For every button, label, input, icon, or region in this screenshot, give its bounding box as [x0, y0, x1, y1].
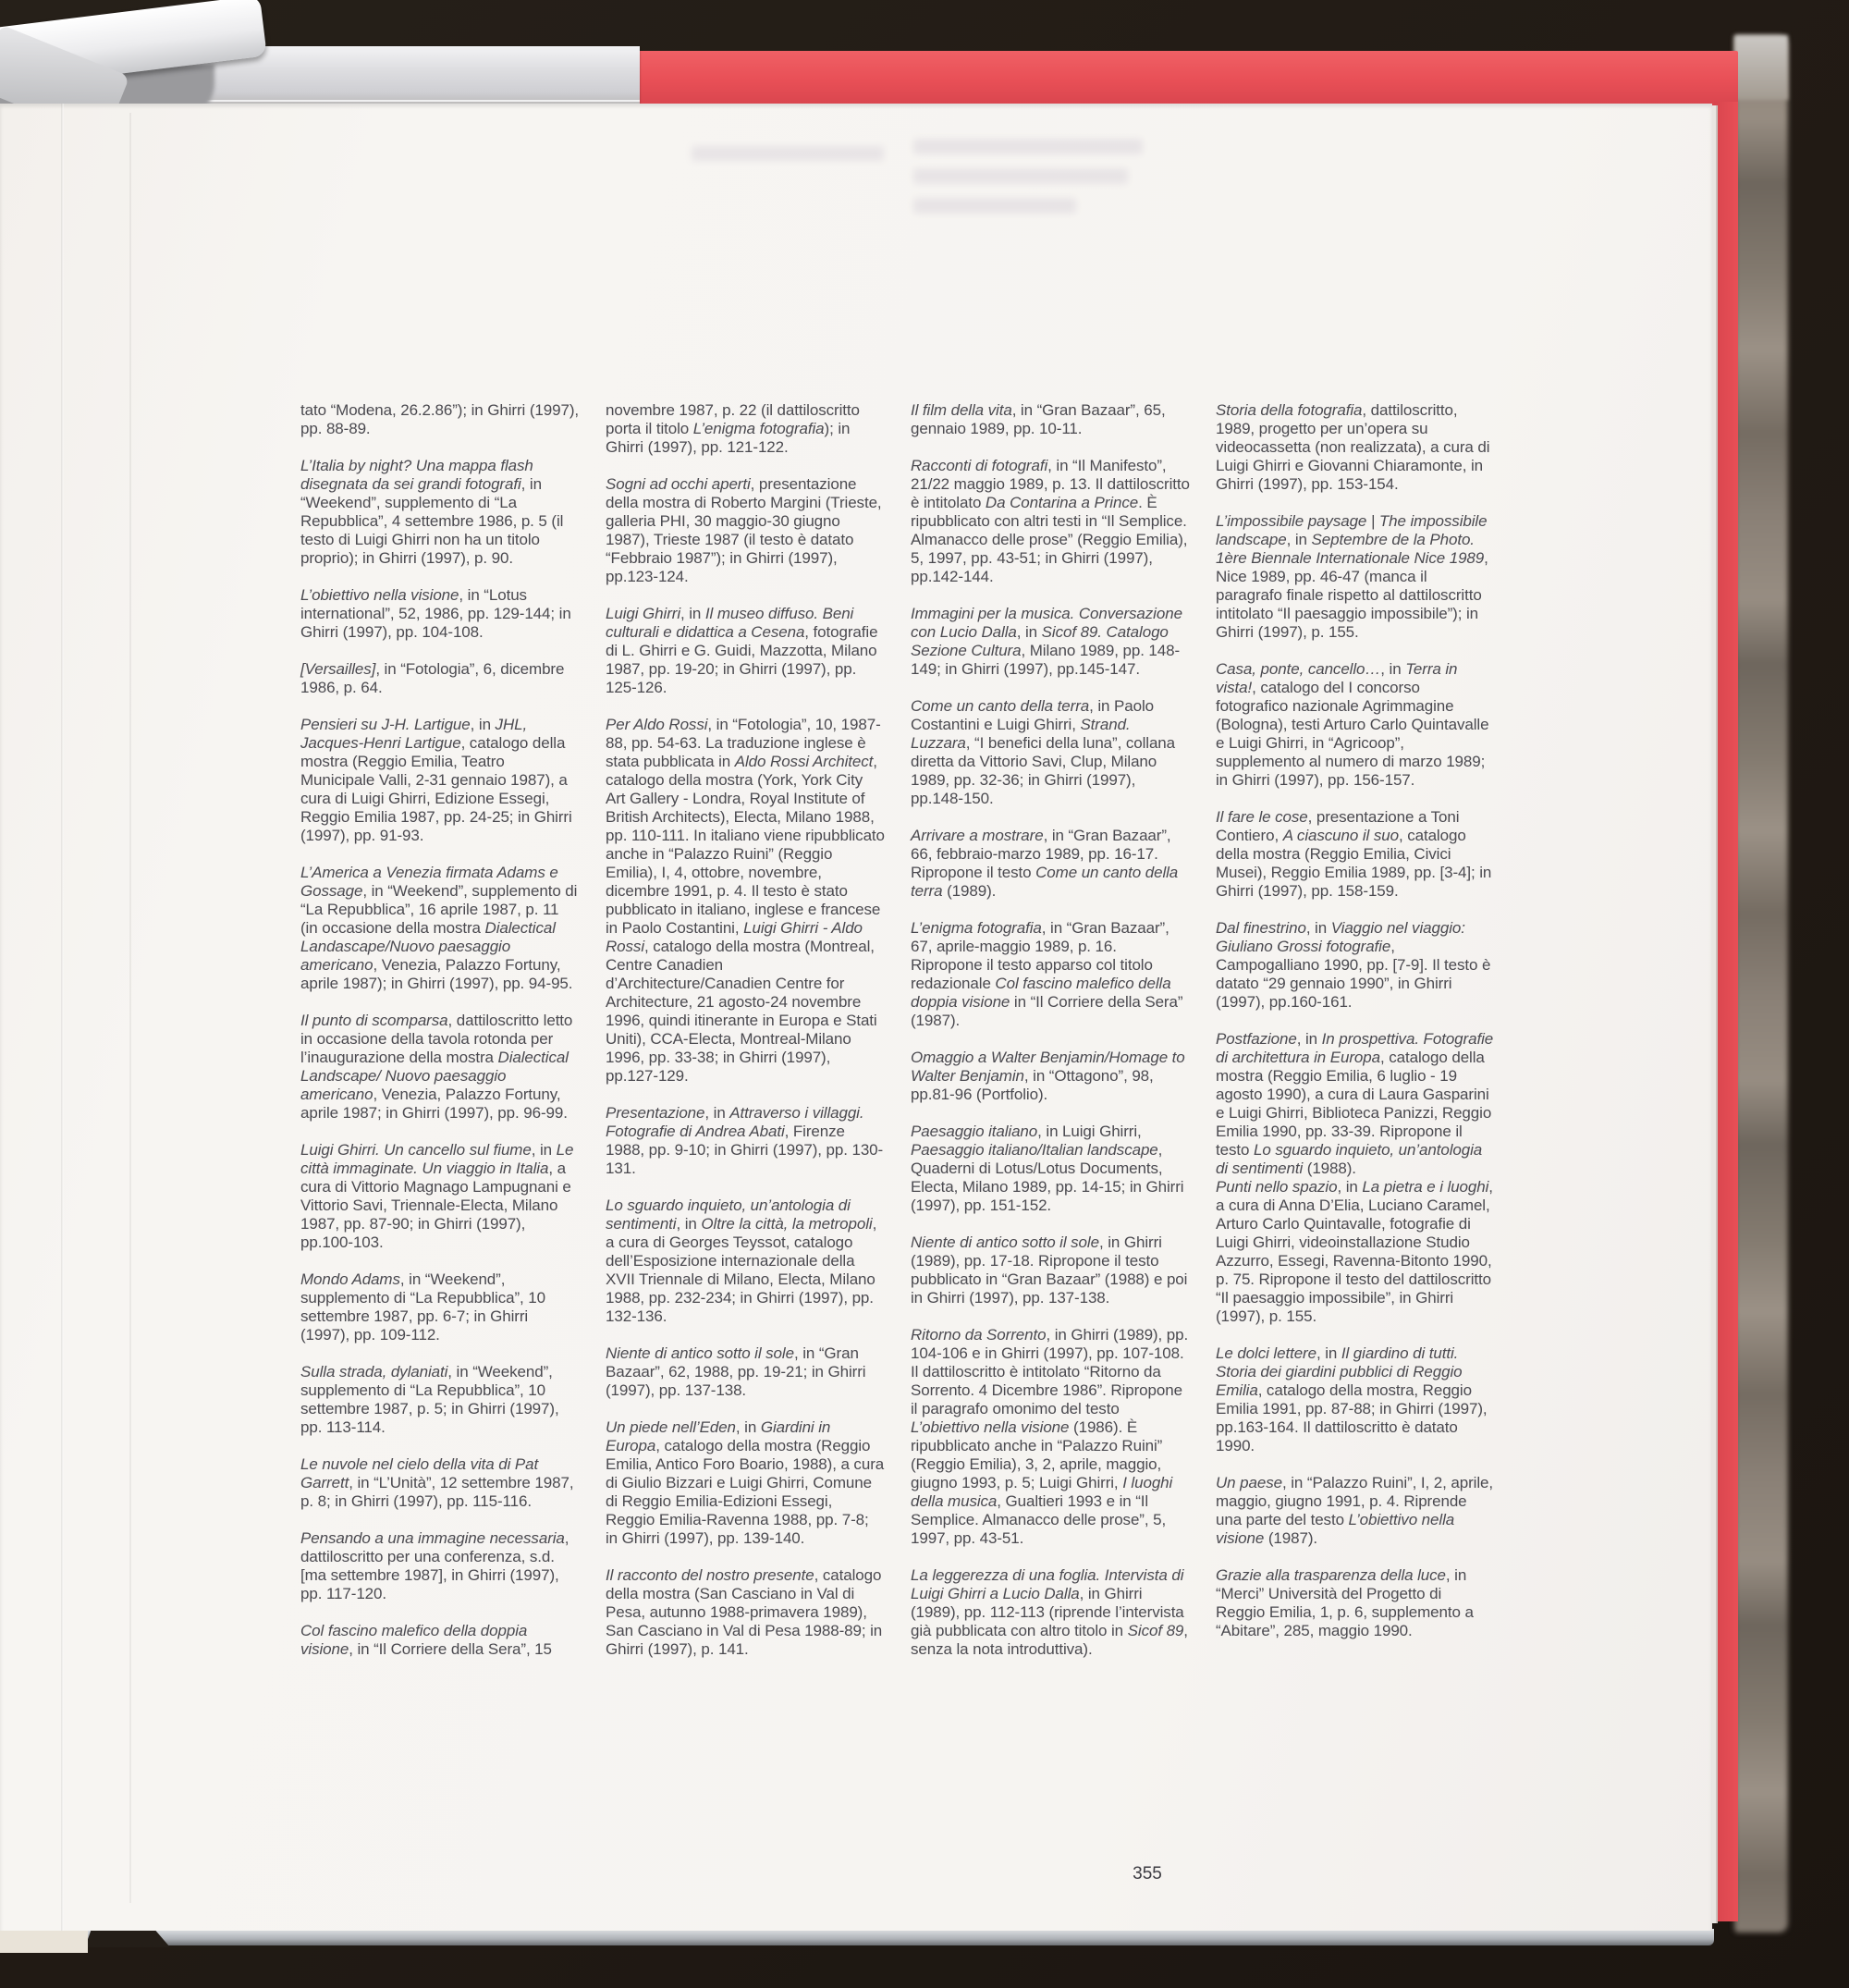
bibliography-entry: L’Italia by night? Una mappa flash disegnata da sei grandi fotografi, in “Weekend”, supplemento di “La Repubblica”, 4 settembre 1986, p. 5 (il testo di Luigi Ghirri non ha un titolo proprio); in Ghirri (1997), p. 90. [300, 457, 564, 567]
bibliography-entry: [Versailles], in “Fotologia”, 6, dicembre 1986, p. 64. [300, 660, 565, 696]
bibliography-entry: Casa, ponte, cancello…, in Terra in vista!, catalogo del I concorso fotografico nazionale Agrimmagine (Bologna), testi Arturo Carlo Quintavalle e Luigi Ghirri, in “Agricoop”, supplemento al numero di marzo 1989; in Ghirri (1997), pp. 156-157. [1216, 660, 1489, 789]
bibliography-entry: Immagini per la musica. Conversazione con Lucio Dalla, in Sicof 89. Catalogo Sezione Cultura, Milano 1989, pp. 148-149; in Ghirri (1997), pp.145-147. [911, 605, 1182, 678]
book-page [0, 104, 1712, 1931]
bibliography-entry: tato “Modena, 26.2.86”); in Ghirri (1997), pp. 88-89. [300, 401, 580, 437]
bibliography-entry: novembre 1987, p. 22 (il dattiloscritto porta il titolo L’enigma fotografia); in Ghirri (1997), pp. 121-122. [606, 401, 860, 456]
bibliography-entry: Ritorno da Sorrento, in Ghirri (1989), pp. 104-106 e in Ghirri (1997), pp. 107-108. Il dattiloscritto è intitolato “Ritorno da Sorrento. 4 Dicembre 1986”. Ripropone il paragrafo omonimo del testo L’obiettivo nella visione (1986). È ripubblicato anche in “Palazzo Ruini” (Reggio Emilia), 3, 2, aprile, maggio, giugno 1993, p. 5; Luigi Ghirri, I luoghi della musica, Gualtieri 1993 e in “Il Semplice. Almanacco delle prose”, 5, 1997, pp. 43-51. [911, 1326, 1189, 1547]
bibliography-entry: Le dolci lettere, in Il giardino di tutti. Storia dei giardini pubblici di Reggio Emilia, catalogo della mostra, Reggio Emilia 1991, pp. 87-88; in Ghirri (1997), pp.163-164. Il dattiloscritto è datato 1990. [1216, 1344, 1488, 1454]
bibliography-entry: Le nuvole nel cielo della vita di Pat Garrett, in “L’Unità”, 12 settembre 1987, p. 8; in Ghirri (1997), pp. 115-116. [300, 1455, 574, 1510]
bibliography-entry: Postfazione, in In prospettiva. Fotografie di architettura in Europa, catalogo della mostra (Reggio Emilia, 6 luglio - 19 agosto 1990), a cura di Laura Gasparini e Luigi Ghirri, Biblioteca Panizzi, Reggio Emilia 1990, pp. 33-39. Ripropone il testo Lo sguardo inquieto, un’antologia di sentimenti (1988). [1216, 1030, 1494, 1177]
bibliography-entry: Racconti di fotografi, in “Il Manifesto”, 21/22 maggio 1989, p. 13. Il dattiloscritto è intitolato Da Contarina a Prince. È ripubblicato con altri testi in “Il Semplice. Almanacco delle prose” (Reggio Emilia), 5, 1997, pp. 43-51; in Ghirri (1997), pp.142-144. [911, 457, 1190, 585]
gutter-crease [61, 104, 64, 1931]
bibliography-entry: Paesaggio italiano, in Luigi Ghirri, Paesaggio italiano/Italian landscape, Quaderni di Lotus/Lotus Documents, Electa, Milano 1989, pp. 14-15; in Ghirri (1997), pp. 151-152. [911, 1123, 1184, 1214]
bibliography-entry: Luigi Ghirri. Un cancello sul fiume, in Le città immaginate. Un viaggio in Italia, a cura di Vittorio Magnago Lampugnani e Vittorio Savi, Triennale-Electa, Milano 1987, pp. 87-90; in Ghirri (1997), pp.100-103. [300, 1141, 574, 1251]
bibliography-entry: La leggerezza di una foglia. Intervista di Luigi Ghirri a Lucio Dalla, in Ghirri (1989), pp. 112-113 (riprende l’intervista già pubblicata con altro titolo in Sicof 89, senza la nota introduttiva). [911, 1566, 1188, 1658]
bibliography-entry: Grazie alla trasparenza della luce, in “Merci” Università del Progetto di Reggio Emilia, 1, p. 6, supplemento a “Abitare”, 285, maggio 1990. [1216, 1566, 1474, 1639]
bibliography-entry: Mondo Adams, in “Weekend”, supplemento di “La Repubblica”, 10 settembre 1987, pp. 6-7; in Ghirri (1997), pp. 109-112. [300, 1270, 545, 1344]
bibliography-entry: Il racconto del nostro presente, catalogo della mostra (San Casciano in Val di Pesa, autunno 1988-primavera 1989), San Casciano in Val di Pesa 1988-89; in Ghirri (1997), p. 141. [606, 1566, 883, 1658]
bibliography-entry: Lo sguardo inquieto, un’antologia di sentimenti, in Oltre la città, la metropoli, a cura di Georges Teyssot, catalogo dell’Esposizione internazionale della XVII Triennale di Milano, Electa, Milano 1988, pp. 232-234; in Ghirri (1997), pp. 132-136. [606, 1196, 877, 1325]
book-fore-edge-highlight [1734, 35, 1788, 100]
bibliography-entry: Il punto di scomparsa, dattiloscritto letto in occasione della tavola rotonda per l’inaugurazione della mostra Dialectical Landscape/ Nuovo paesaggio americano, Venezia, Palazzo Fortuny, aprile 1987; in Ghirri (1997), pp. 96-99. [300, 1012, 573, 1122]
bibliography-entry: Dal finestrino, in Viaggio nel viaggio: Giuliano Grossi fotografie, Campogalliano 1990, pp. [7-9]. Il testo è datato “29 gennaio 1990”, in Ghirri (1997), pp.160-161. [1216, 919, 1491, 1011]
facing-page-edge [0, 1929, 88, 1953]
bibliography-entry: Un paese, in “Palazzo Ruini”, I, 2, aprile, maggio, giugno 1991, p. 4. Riprende una parte del testo L’obiettivo nella visione (1987). [1216, 1474, 1493, 1547]
bibliography-entry: Sogni ad occhi aperti, presentazione della mostra di Roberto Margini (Trieste, galleria PHI, 30 maggio-30 giugno 1987), Trieste 1987 (il testo è datato “Febbraio 1987”); in Ghirri (1997), pp.123-124. [606, 475, 882, 585]
bibliography-entry: Come un canto della terra, in Paolo Costantini e Luigi Ghirri, Strand. Luzzara, “I benefici della luna”, collana diretta da Vittorio Savi, Clup, Milano 1989, pp. 32-36; in Ghirri (1997), pp.148-150. [911, 697, 1176, 807]
bibliography-entry: Punti nello spazio, in La pietra e i luoghi, a cura di Anna D’Elia, Luciano Caramel, Arturo Carlo Quintavalle, fotografie di Luigi Ghirri, videoinstallazione Studio Azzurro, Essegi, Ravenna-Bitonto 1990, p. 75. Ripropone il testo del dattiloscritto “Il paesaggio impossibile”, in Ghirri (1997), p. 155. [1216, 1178, 1493, 1325]
bibliography-entry: Pensieri su J-H. Lartigue, in JHL, Jacques-Henri Lartigue, catalogo della mostra (Reggio Emilia, Teatro Municipale Valli, 2-31 gennaio 1987), a cura di Luigi Ghirri, Edizione Essegi, Reggio Emilia 1987, pp. 24-25; in Ghirri (1997), pp. 91-93. [300, 716, 572, 844]
bibliography-entry: Presentazione, in Attraverso i villaggi. Fotografie di Andrea Abati, Firenze 1988, pp. 9-10; in Ghirri (1997), pp. 130-131. [606, 1104, 884, 1177]
red-cover-sheet-top [631, 51, 1738, 106]
bibliography-entry: Storia della fotografia, dattiloscritto, 1989, progetto per un’opera su videocassetta (non realizzata), a cura di Luigi Ghirri e Giovanni Chiaramonte, in Ghirri (1997), pp. 153-154. [1216, 401, 1490, 493]
bibliography-entry: Un piede nell’Eden, in Giardini in Europa, catalogo della mostra (Reggio Emilia, Antico Foro Boario, 1988), a cura di Giulio Bizzari e Luigi Ghirri, Comune di Reggio Emilia-Edizioni Essegi, Reggio Emilia-Ravenna 1988, pp. 7-8; in Ghirri (1997), pp. 139-140. [606, 1418, 885, 1547]
bibliography-entry: Niente di antico sotto il sole, in Ghirri (1989), pp. 17-18. Ripropone il testo pubblicato in “Gran Bazaar” (1988) e poi in Ghirri (1997), pp. 137-138. [911, 1233, 1188, 1307]
bibliography-entry: L’obiettivo nella visione, in “Lotus international”, 52, 1986, pp. 129-144; in Ghirri (1997), pp. 104-108. [300, 586, 571, 641]
bibliography-entry: Il film della vita, in “Gran Bazaar”, 65, gennaio 1989, pp. 10-11. [911, 401, 1166, 437]
bibliography-entry: Omaggio a Walter Benjamin/Homage to Walter Benjamin, in “Ottagono”, 98, pp.81-96 (Portfolio). [911, 1049, 1185, 1103]
bibliography-entry: Per Aldo Rossi, in “Fotologia”, 10, 1987-88, pp. 54-63. La traduzione inglese è stata pubblicata in Aldo Rossi Architect, catalogo della mostra (York, York City Art Gallery - Londra, Royal Institute of British Architects), Electa, Milano 1988, pp. 110-111. In italiano viene ripubblicato anche in “Palazzo Ruini” (Reggio Emilia), I, 4, ottobre, novembre, dicembre 1991, p. 4. Il testo è stato pubblicato in italiano, inglese e francese in Paolo Costantini, Luigi Ghirri - Aldo Rossi, catalogo della mostra (Montreal, Centre Canadien d’Architecture/Canadien Centre for Architecture, 21 agosto-24 novembre 1996, quindi itinerante in Europa e Stati Uniti), CCA-Electa, Montreal-Milano 1996, pp. 33-38; in Ghirri (1997), pp.127-129. [606, 716, 885, 1085]
bibliography-entry: Sulla strada, dylaniati, in “Weekend”, supplemento di “La Repubblica”, 10 settembre 1987, p. 5; in Ghirri (1997), pp. 113-114. [300, 1363, 559, 1436]
bibliography-entry: Luigi Ghirri, in Il museo diffuso. Beni culturali e didattica a Cesena, fotografie di L. Ghirri e G. Guidi, Mazzotta, Milano 1987, pp. 19-20; in Ghirri (1997), pp. 125-126. [606, 605, 878, 696]
bibliography-entry: Il fare le cose, presentazione a Toni Contiero, A ciascuno il suo, catalogo della mostra (Reggio Emilia, Civici Musei), Reggio Emilia 1989, pp. [3-4]; in Ghirri (1997), pp. 158-159. [1216, 808, 1492, 900]
bibliography-column-3 [911, 401, 1190, 1677]
page-number: 355 [1133, 1864, 1162, 1884]
bibliography-entry: L’impossibile paysage | The impossibile landscape, in Septembre de la Photo. 1ère Biennale Internationale Nice 1989, Nice 1989, pp. 46-47 (manca il paragrafo finale rispetto al dattiloscritto intitolato “Il paesaggio impossibile”); in Ghirri (1997), p. 155. [1216, 512, 1488, 641]
bibliography-entry: L’enigma fotografia, in “Gran Bazaar”, 67, aprile-maggio 1989, p. 16. Ripropone il testo apparso col titolo redazionale Col fascino malefico della doppia visione in “Il Corriere della Sera” (1987). [911, 919, 1183, 1029]
book-fore-edge [1734, 35, 1788, 1933]
bibliography-column-1 [300, 401, 580, 1677]
bibliography-column-2 [606, 401, 885, 1677]
bibliography-entry: Col fascino malefico della doppia visione, in “Il Corriere della Sera”, 15 [300, 1622, 552, 1658]
bibliography-entry: Pensando a una immagine necessaria, dattiloscritto per una conferenza, s.d. [ma settembre 1987], in Ghirri (1997), pp. 117-120. [300, 1529, 569, 1602]
gutter-crease-secondary [129, 113, 131, 1903]
bibliography-entry: Arrivare a mostrare, in “Gran Bazaar”, 66, febbraio-marzo 1989, pp. 16-17. Ripropone il testo Come un canto della terra (1989). [911, 827, 1179, 900]
bibliography-entry: L’America a Venezia firmata Adams e Gossage, in “Weekend”, supplemento di “La Repubblica”, 16 aprile 1987, p. 11 (in occasione della mostra Dialectical Landascape/Nuovo paesaggio americano, Venezia, Palazzo Fortuny, aprile 1987); in Ghirri (1997), pp. 94-95. [300, 864, 578, 992]
bibliography-entry: Niente di antico sotto il sole, in “Gran Bazaar”, 62, 1988, pp. 19-21; in Ghirri (1997), pp. 137-138. [606, 1344, 866, 1399]
page-block-bottom-edge [28, 1929, 1714, 1945]
bibliography-column-4 [1216, 401, 1495, 1659]
